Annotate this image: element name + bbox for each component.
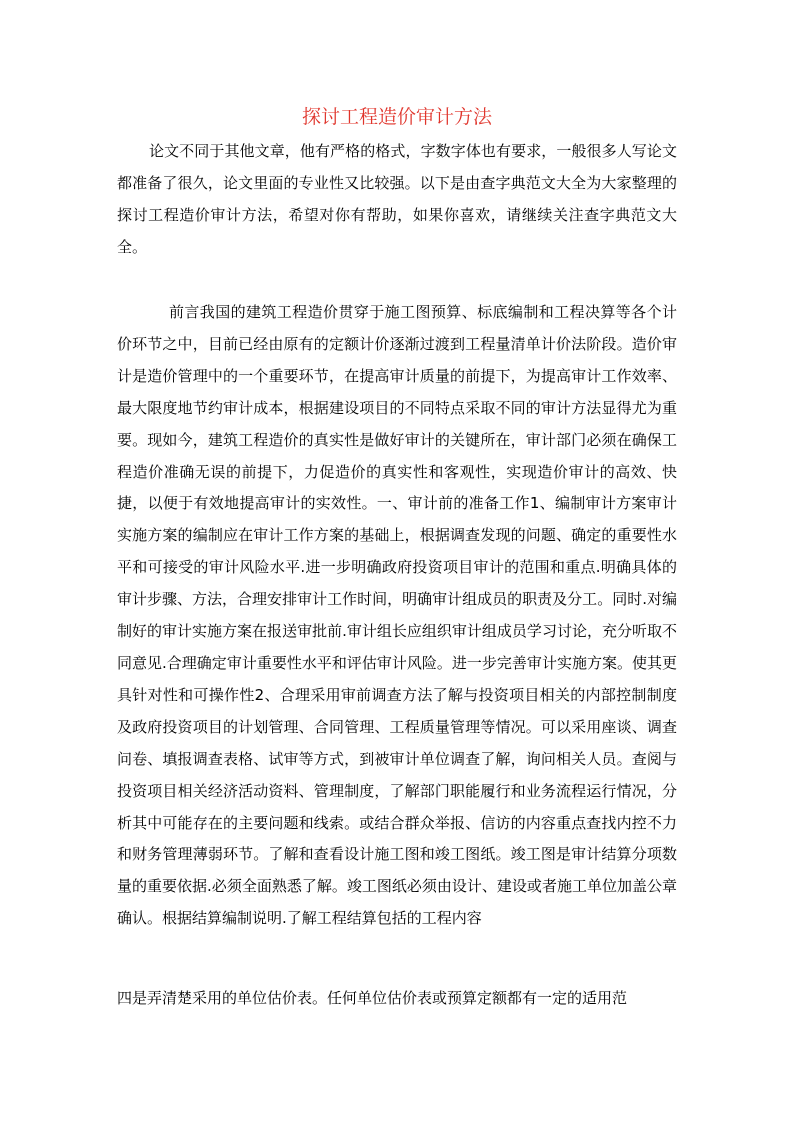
document-title: 探讨工程造价审计方法 — [301, 106, 492, 128]
main-paragraph: 前言我国的建筑工程造价贯穿于施工图预算、标底编制和工程决算等各个计价环节之中，目前已经由原有的定额计价逐渐过渡到工程量清单计价法阶段。造价审计是造价管理中的一个重要环节，在提高审计质量的前提下，为提高审计工作效率、最大限度地节约审计成本，根据建设项目的不同特点采取不同的审计方法显得尤为重要。现如今，建筑工程造价的真实性是做好审计的关键所在，审计部门必须在确保工程造价准确无误的前提下，力促造价的真实性和客观性，实现造价审计的高效、快捷，以便于有效地提高审计的实效性。一、审计前的准备工作1、编制审计方案审计实施方案的编制应在审计工作方案的基础上，根据调查发现的问题、确定的重要性水平和可接受的审计风险水平.进一步明确政府投资项目审计的范围和重点.明确具体的审计步骤、方法，合理安排审计工作时间，明确审计组成员的职责及分工。同时.对编制好的审计实施方案在报送审批前.审计组长应组织审计组成员学习讨论，充分听取不同意见.合理确定审计重要性水平和评估审计风险。进一步完善审计实施方案。使其更具针对性和可操作性2、合理采用审前调查方法了解与投资项目相关的内部控制制度及政府投资项目的计划管理、合同管理、工程质量管理等情况。可以采用座谈、调查问卷、填报调查表格、试审等方式，到被审计单位调查了解，询问相关人员。查阅与投资项目相关经济活动资料、管理制度，了解部门职能履行和业务流程运行情况，分析其中可能存在的主要问题和线索。或结合群众举报、信访的内容重点查找内控不力和财务管理薄弱环节。了解和查看设计施工图和竣工图纸。竣工图是审计结算分项数量的重要依据.必须全面熟悉了解。竣工图纸必须由设计、建设或者施工单位加盖公章确认。根据结算编制说明.了解工程结算包括的工程内容 — [117, 303, 677, 928]
intro-paragraph: 论文不同于其他文章，他有严格的格式，字数字体也有要求，一般很多人写论文都准备了很久，论文里面的专业性又比较强。以下是由查字典范文大全为大家整理的探讨工程造价审计方法，希望对你有帮助，如果你喜欢，请继续关注查字典范文大全。 — [117, 142, 677, 256]
continuation-paragraph: 四是弄清楚采用的单位估价表。任何单位估价表或预算定额都有一定的适用范 — [117, 989, 628, 1007]
